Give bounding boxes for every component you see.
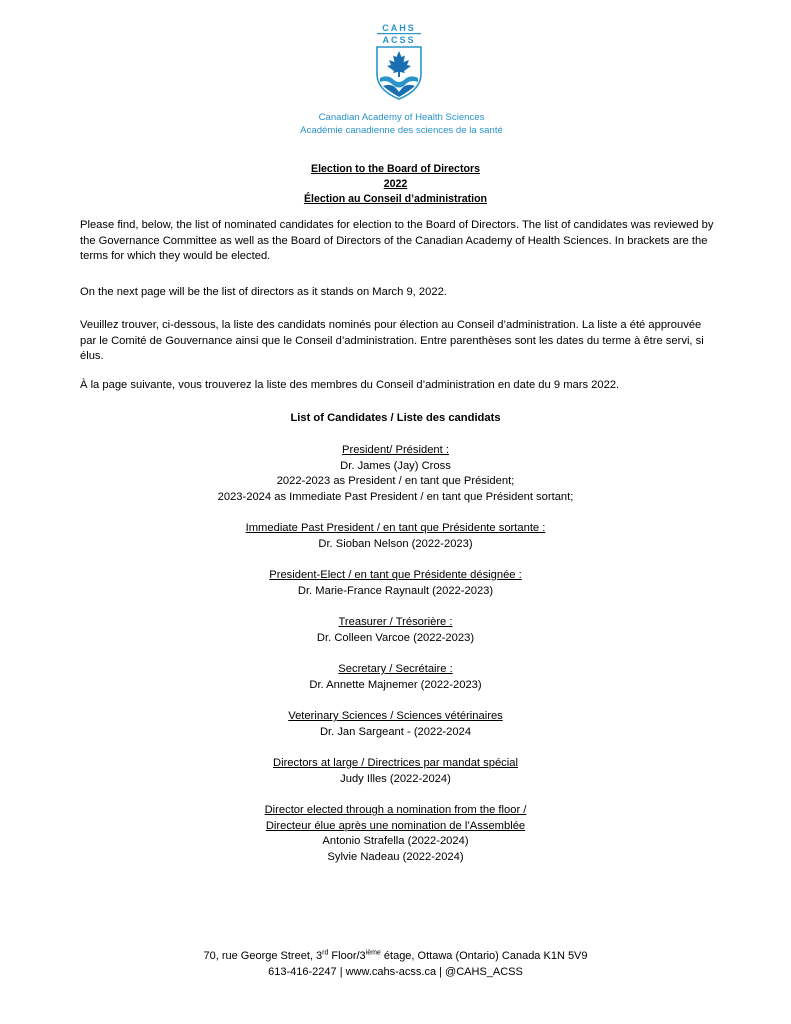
candidate-term: 2023-2024 as Immediate Past President / en tant que Président sortant;	[217, 490, 574, 503]
role-president-elect: President-Elect / en tant que Présidente désignée :	[269, 569, 522, 581]
logo-text-top: CAHS	[382, 23, 416, 33]
title-line-1: Election to the Board of Directors	[311, 163, 480, 175]
candidate-name: Dr. James (Jay) Cross	[340, 459, 451, 472]
candidate-name: Dr. Marie-France Raynault (2022-2023)	[297, 584, 494, 597]
candidate-name: Dr. Colleen Varcoe (2022-2023)	[316, 631, 475, 644]
role-veterinary: Veterinary Sciences / Sciences vétérinaires	[288, 710, 503, 722]
president-elect-section	[60, 568, 731, 599]
next-page-note-en: On the next page will be the list of directors as it stands on March 9, 2022.	[80, 286, 447, 298]
role-secretary: Secretary / Secrétaire :	[338, 663, 453, 675]
role-floor-en: Director elected through a nomination from the floor /	[264, 804, 527, 816]
footer-contact: 613-416-2247 | www.cahs-acss.ca | @CAHS_ACSS	[268, 966, 523, 978]
logo-text-bottom: ACSS	[382, 35, 416, 45]
role-floor-fr: Directeur élue après une nomination de l’Assemblée	[265, 819, 526, 832]
president-section	[60, 443, 731, 505]
intro-paragraph-fr: Veuillez trouver, ci-dessous, la liste des candidats nominés pour élection au Conseil d’administration. La liste a été approuvée par le Comité de Gouvernance ainsi que le Conseil d’administration. Entre parenthèses sont les dates du terme à être servi, si élus.	[80, 319, 704, 363]
secretary-section	[60, 662, 731, 693]
document-title	[0, 162, 791, 207]
role-president: President/ Président :	[342, 444, 449, 456]
candidate-name: Dr. Jan Sargeant - (2022-2024	[319, 725, 472, 738]
title-line-3: Élection au Conseil d’administration	[303, 193, 488, 205]
role-past-president: Immediate Past President / en tant que Présidente sortante :	[245, 522, 546, 534]
title-line-2: 2022	[383, 178, 408, 190]
footer-address: 70, rue George Street, 3rd Floor/3ième étage, Ottawa (Ontario) Canada K1N 5V9	[203, 949, 588, 962]
role-at-large: Directors at large / Directrices par mandat spécial	[273, 757, 518, 769]
candidate-name: Dr. Annette Majnemer (2022-2023)	[309, 678, 482, 691]
role-treasurer: Treasurer / Trésorière :	[338, 616, 453, 628]
cahs-logo	[370, 22, 428, 100]
candidates-heading: List of Candidates / Liste des candidats	[290, 412, 501, 424]
candidate-name: Judy Illes (2022-2024)	[340, 772, 451, 785]
candidate-name: Sylvie Nadeau (2022-2024)	[327, 850, 464, 863]
candidate-name: Dr. Sioban Nelson (2022-2023)	[318, 537, 473, 550]
org-name-fr: Académie canadienne des sciences de la santé	[300, 125, 503, 136]
veterinary-section	[60, 709, 731, 740]
next-page-note-fr: À la page suivante, vous trouverez la liste des membres du Conseil d’administration en date du 9 mars 2022.	[80, 379, 620, 391]
candidate-name: Antonio Strafella (2022-2024)	[322, 835, 469, 848]
floor-nomination-section	[60, 803, 731, 865]
candidate-term: 2022-2023 as President / en tant que Président;	[276, 475, 515, 488]
treasurer-section	[60, 615, 731, 646]
org-name-en: Canadian Academy of Health Sciences	[318, 112, 485, 123]
at-large-section	[60, 756, 731, 787]
past-president-section	[60, 521, 731, 552]
intro-paragraph-en: Please find, below, the list of nominated candidates for election to the Board of Directors. The list of candidates was reviewed by the Governance Committee as well as the Board of Directors of the Canadian Academy of Health Sciences. In brackets are the terms for which they would be elected.	[80, 219, 714, 263]
